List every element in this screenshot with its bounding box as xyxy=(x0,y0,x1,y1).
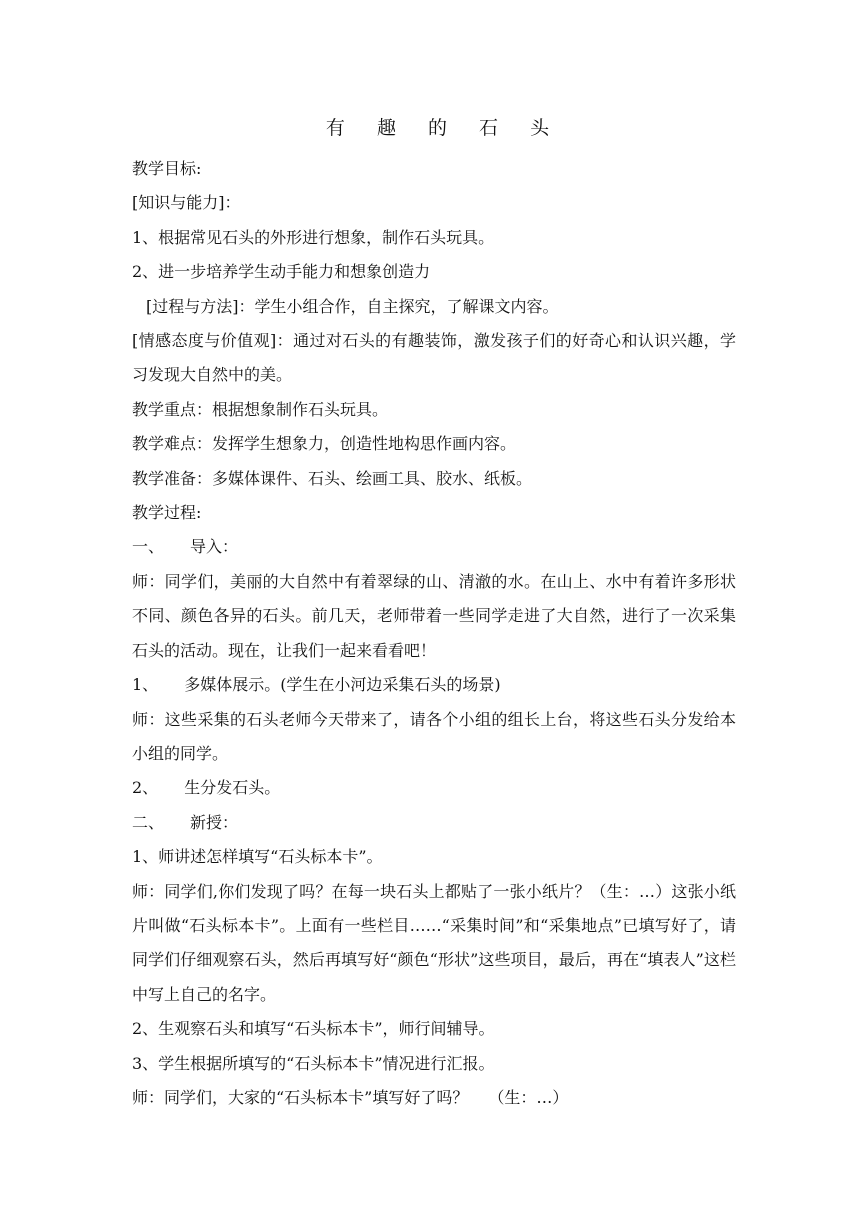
section-1-number: 一、 xyxy=(132,537,165,557)
teaching-preparation-line: 教学准备：多媒体课件、石头、绘画工具、胶水、纸板。 xyxy=(132,468,533,488)
section-2-number: 二、 xyxy=(132,812,165,832)
document-title: 有 趣 的 石 头 xyxy=(325,117,563,139)
teaching-process-heading: 教学过程: xyxy=(132,503,202,523)
teaching-objectives-heading: 教学目标: xyxy=(132,159,202,178)
list-item-1-text: 多媒体展示。(学生在小河边采集石头的场景) xyxy=(184,675,501,695)
objective-item-1: 1、根据常见石头的外形进行想象，制作石头玩具。 xyxy=(132,227,495,247)
teaching-difficulty-line: 教学难点：发挥学生想象力，创造性地构思作画内容。 xyxy=(132,434,517,454)
intro-paragraph: 师：同学们，美丽的大自然中有着翠绿的山、清澈的水。在山上、水中有着许多形状不同、颜色各异的石头。前几天，老师带着一些同学走进了大自然，进行了一次采集石头的活动。现在，让我们一起来看看吧！ xyxy=(132,571,736,660)
knowledge-ability-heading: [知识与能力]： xyxy=(132,193,241,213)
section-2-heading xyxy=(132,806,736,840)
section-1-title: 导入： xyxy=(190,537,239,557)
teacher-question-text: 师：同学们，大家的“石头标本卡”填写好了吗？ xyxy=(132,1087,469,1107)
document-body xyxy=(132,116,736,1115)
step-1-line: 1、师讲述怎样填写“石头标本卡”。 xyxy=(132,847,383,867)
teacher-paragraph-2: 师：这些采集的石头老师今天带来了，请各个小组的组长上台，将这些石头分发给本小组的同学。 xyxy=(132,709,736,763)
step-3-line: 3、学生根据所填写的“石头标本卡”情况进行汇报。 xyxy=(132,1053,495,1073)
teaching-focus-line: 教学重点：根据想象制作石头玩具。 xyxy=(132,399,389,419)
teacher-paragraph-3: 师：同学们,你们发现了吗？在每一块石头上都贴了一张小纸片？（生：…）这张小纸片叫做“石头标本卡”。上面有一些栏目……“采集时间”和“采集地点”已填写好了，请同学们仔细观察石头，然后再填写好“颜色“形状”这些项目，最后，再在“填表人”这栏中写上自己的名字。 xyxy=(132,881,736,1004)
step-2-line: 2、生观察石头和填写“石头标本卡”，师行间辅导。 xyxy=(132,1019,495,1039)
emotion-values-paragraph: [情感态度与价值观]：通过对石头的有趣装饰，激发孩子们的好奇心和认识兴趣，学习发现大自然中的美。 xyxy=(132,331,736,385)
list-item-2 xyxy=(132,771,736,805)
list-item-1-number: 1、 xyxy=(132,675,159,695)
list-item-1 xyxy=(132,668,736,702)
objective-item-2: 2、进一步培养学生动手能力和想象创造力 xyxy=(132,262,431,282)
list-item-2-number: 2、 xyxy=(132,778,159,798)
list-item-2-text: 生分发石头。 xyxy=(184,778,281,798)
section-1-heading xyxy=(132,530,736,564)
student-response-text: （生：…） xyxy=(488,1087,569,1107)
process-method-line: [过程与方法]：学生小组合作，自主探究，了解课文内容。 xyxy=(146,296,559,316)
section-2-title: 新授： xyxy=(190,812,239,832)
teacher-question-line xyxy=(132,1081,736,1115)
